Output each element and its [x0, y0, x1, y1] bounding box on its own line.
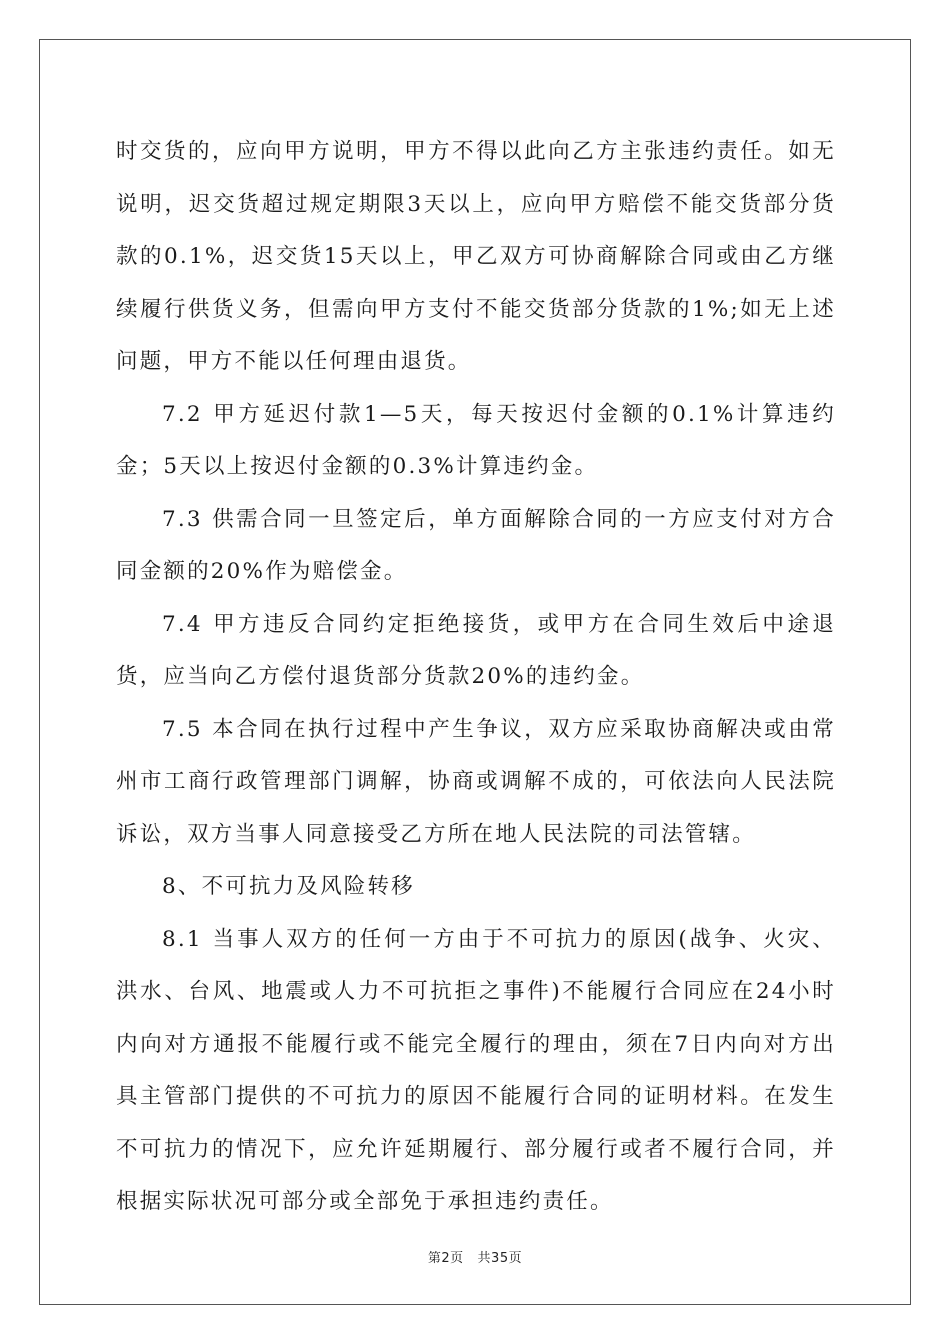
paragraph-continuation: 时交货的，应向甲方说明，甲方不得以此向乙方主张违约责任。如无说明，迟交货超过规定期限3天以上，应向甲方赔偿不能交货部分货款的0.1%，迟交货15天以上，甲乙双方可协商解除合同或由乙方继续履行供货义务，但需向甲方支付不能交货部分货款的1%;如无上述问题，甲方不能以任何理由退货。 [116, 139, 836, 374]
section-heading-8: 8、不可抗力及风险转移 [162, 874, 415, 899]
page-footer [0, 1247, 950, 1266]
page-number: 第2页 共35页 [427, 1251, 523, 1266]
paragraph-8-1: 8.1 当事人双方的任何一方由于不可抗力的原因(战争、火灾、洪水、台风、地震或人力不可抗拒之事件)不能履行合同应在24小时内向对方通报不能履行或不能完全履行的理由，须在7日内向对方出具主管部门提供的不可抗力的原因不能履行合同的证明材料。在发生不可抗力的情况下，应允许延期履行、部分履行或者不履行合同，并根据实际状况可部分或全部免于承担违约责任。 [116, 926, 836, 1214]
paragraph-7-3: 7.3 供需合同一旦签定后，单方面解除合同的一方应支付对方合同金额的20%作为赔偿金。 [116, 506, 836, 584]
paragraph-7-2: 7.2 甲方延迟付款1—5天，每天按迟付金额的0.1%计算违约金；5天以上按迟付金额的0.3%计算违约金。 [116, 401, 836, 479]
document-body [116, 126, 836, 1229]
paragraph-7-4: 7.4 甲方违反合同约定拒绝接货，或甲方在合同生效后中途退货，应当向乙方偿付退货部分货款20%的违约金。 [116, 611, 836, 689]
paragraph-7-5: 7.5 本合同在执行过程中产生争议，双方应采取协商解决或由常州市工商行政管理部门调解，协商或调解不成的，可依法向人民法院诉讼，双方当事人同意接受乙方所在地人民法院的司法管辖。 [116, 716, 836, 847]
